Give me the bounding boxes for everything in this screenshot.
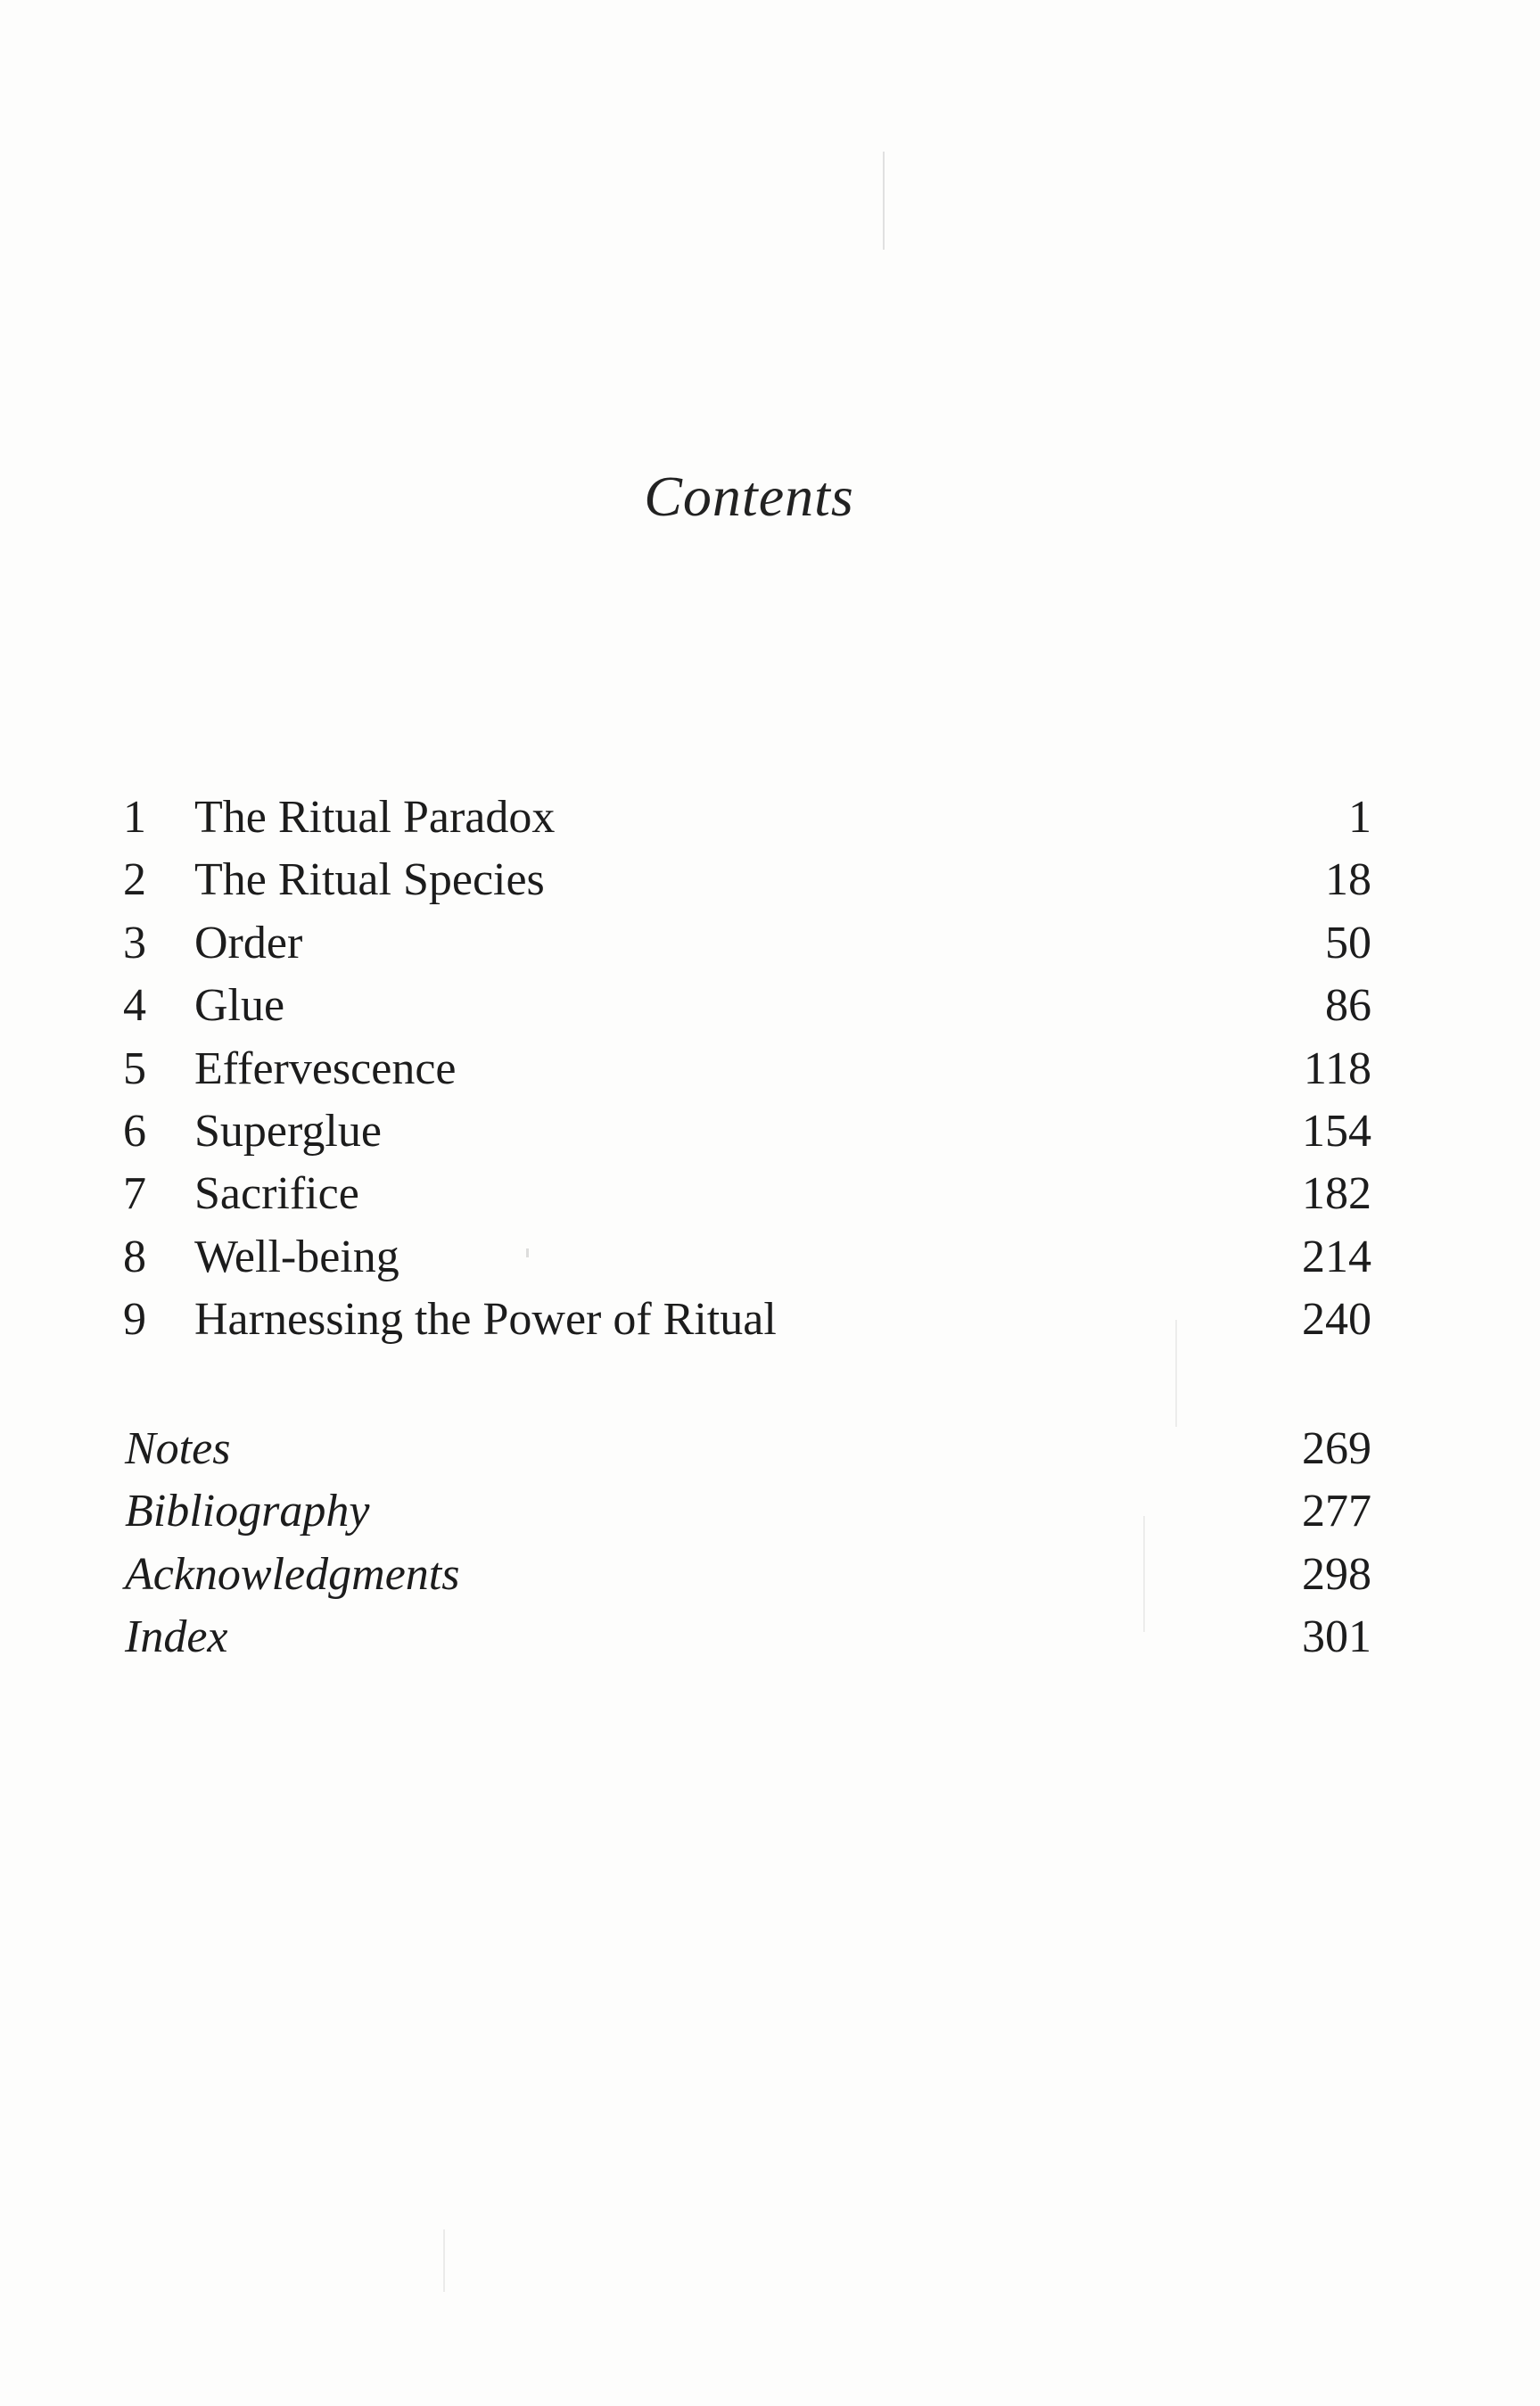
chapter-title: Superglue xyxy=(194,1105,382,1157)
chapter-number: 5 xyxy=(123,1042,146,1094)
chapter-number: 8 xyxy=(123,1231,146,1282)
chapter-number: 9 xyxy=(123,1294,146,1346)
page-number: 301 xyxy=(1302,1611,1371,1663)
toc-row[interactable] xyxy=(123,1480,1371,1543)
page-number: 118 xyxy=(1303,1042,1371,1094)
page-number: 182 xyxy=(1302,1168,1371,1220)
toc-row[interactable] xyxy=(123,1038,1371,1100)
toc-row[interactable] xyxy=(123,975,1371,1037)
toc-row[interactable] xyxy=(123,787,1371,849)
back-matter-title: Acknowledgments xyxy=(125,1548,460,1600)
page-number: 240 xyxy=(1302,1294,1371,1346)
chapter-number: 2 xyxy=(123,854,146,906)
page-number: 269 xyxy=(1302,1423,1371,1474)
chapter-title: Order xyxy=(194,917,303,968)
toc-row[interactable] xyxy=(123,1163,1371,1225)
back-matter-title: Index xyxy=(125,1611,228,1663)
page-number: 50 xyxy=(1325,917,1371,968)
toc-row[interactable] xyxy=(123,849,1371,911)
toc-row[interactable] xyxy=(123,1544,1371,1606)
chapter-title: The Ritual Species xyxy=(194,854,545,906)
page-title: Contents xyxy=(644,465,854,528)
chapter-title: Sacrifice xyxy=(194,1168,359,1220)
page-number: 298 xyxy=(1302,1548,1371,1600)
toc-row[interactable] xyxy=(123,1226,1371,1289)
chapter-number: 7 xyxy=(123,1168,146,1220)
scan-artifact xyxy=(443,2229,445,2292)
page-number: 18 xyxy=(1325,854,1371,906)
chapter-number: 3 xyxy=(123,917,146,968)
toc-row[interactable] xyxy=(123,1289,1371,1351)
chapter-title: Glue xyxy=(194,980,285,1032)
page-number: 277 xyxy=(1302,1486,1371,1537)
chapter-title: The Ritual Paradox xyxy=(194,792,556,843)
chapter-number: 1 xyxy=(123,792,146,843)
page-number: 214 xyxy=(1302,1231,1371,1282)
back-matter-list xyxy=(123,1418,1371,1669)
page-number: 1 xyxy=(1348,792,1371,843)
back-matter-title: Bibliography xyxy=(125,1486,370,1537)
toc-row[interactable] xyxy=(123,1606,1371,1669)
chapter-number: 6 xyxy=(123,1105,146,1157)
chapter-list xyxy=(123,787,1371,1352)
toc-row[interactable] xyxy=(123,912,1371,975)
chapter-title: Effervescence xyxy=(194,1042,457,1094)
chapter-number: 4 xyxy=(123,980,146,1032)
scan-artifact xyxy=(883,152,885,250)
page-number: 154 xyxy=(1302,1105,1371,1157)
chapter-title: Harnessing the Power of Ritual xyxy=(194,1294,777,1346)
toc-row[interactable] xyxy=(123,1100,1371,1163)
page-number: 86 xyxy=(1325,980,1371,1032)
chapter-title: Well-being xyxy=(194,1231,399,1282)
toc-row[interactable] xyxy=(123,1418,1371,1480)
back-matter-title: Notes xyxy=(125,1423,231,1474)
